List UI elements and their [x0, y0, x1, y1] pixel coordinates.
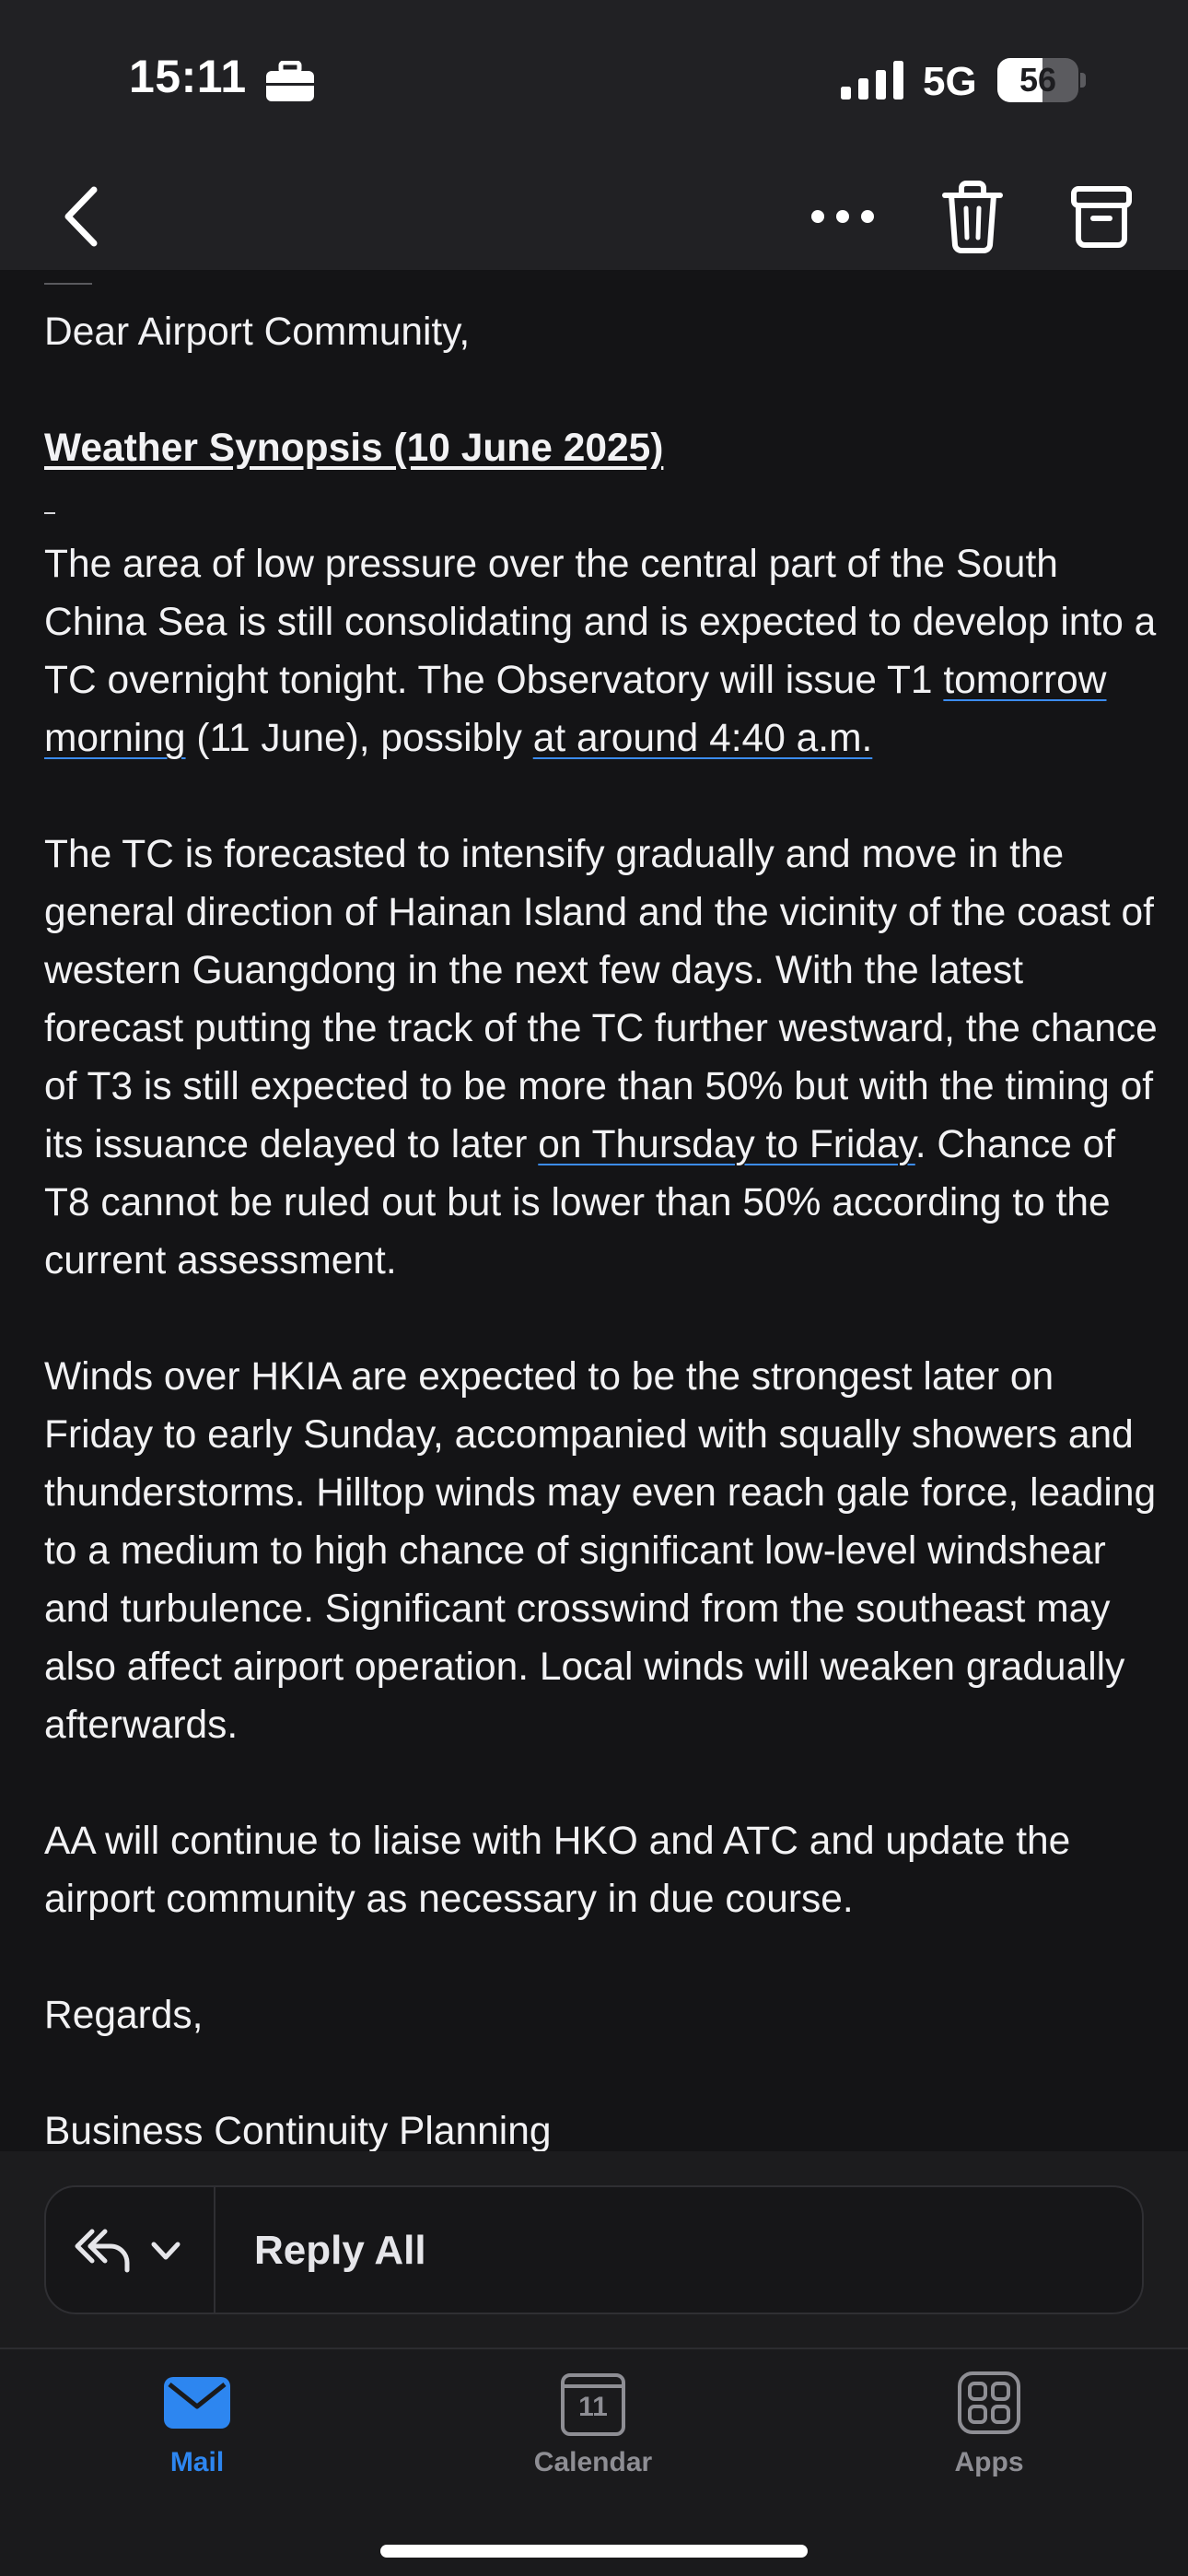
tab-calendar-label: Calendar [533, 2447, 653, 2477]
home-indicator[interactable] [380, 2545, 808, 2558]
paragraph-1-text: The area of low pressure over the central part of the South China Sea is still consolidating and is expected to develop into a TC overnight tonight. The Observatory will issue T1 [44, 543, 1157, 702]
battery-level: 56 [1019, 61, 1057, 99]
tab-calendar[interactable] [455, 2349, 731, 2497]
battery-nub [1080, 73, 1086, 88]
reply-mode-button[interactable] [46, 2187, 215, 2313]
apps-grid-icon [954, 2368, 1024, 2438]
network-type: 5G [923, 59, 977, 104]
briefcase-icon [264, 61, 316, 103]
separator-dash [44, 477, 1160, 535]
header-divider [44, 283, 92, 285]
paragraph-3: Winds over HKIA are expected to be the strongest later on Friday to early Sunday, accompanied with squally showers and thunderstorms. Hilltop winds may even reach gale force, leading to a medium to high chance of significant low-level windshear and turbulence. Significant crosswind from the southeast may also affect airport operation. Local winds will weaken gradually afterwards. [44, 1355, 1157, 1747]
tab-apps-label: Apps [954, 2447, 1024, 2477]
reply-area [0, 2151, 1188, 2348]
paragraph-4: AA will continue to liaise with HKO and ATC and update the airport community as necessary in due course. [44, 1820, 1071, 1921]
status-bar [0, 0, 1188, 161]
more-icon[interactable] [806, 189, 879, 244]
paragraph-2 [44, 825, 1160, 1290]
tab-mail-label: Mail [169, 2447, 225, 2477]
reply-all-label: Reply All [254, 2228, 426, 2273]
paragraph-1-text-2: (11 June), possibly [185, 717, 533, 760]
tab-apps[interactable] [851, 2349, 1127, 2497]
calendar-icon [558, 2368, 628, 2438]
signal-icon [841, 61, 903, 100]
email-text [44, 303, 1160, 2151]
regards: Regards, [44, 1994, 204, 2037]
link-thursday-friday[interactable]: on Thursday to Friday [538, 1123, 915, 1166]
paragraph-2-text-2: . Chance of T8 cannot be ruled out but is lower than 50% according to the current assessment. [44, 1123, 1116, 1282]
back-chevron-icon[interactable] [53, 175, 109, 258]
tab-bar [0, 2348, 1188, 2576]
chevron-down-icon [149, 2237, 182, 2265]
reply-all-button[interactable] [217, 2187, 1142, 2313]
mail-icon [162, 2368, 232, 2438]
reply-bar [44, 2185, 1144, 2314]
calendar-day: 11 [578, 2392, 608, 2422]
top-chrome [0, 0, 1188, 270]
archive-icon[interactable] [1068, 178, 1135, 255]
nav-bar [0, 161, 1188, 270]
battery-indicator [997, 58, 1086, 102]
paragraph-1 [44, 535, 1160, 767]
tab-mail[interactable] [59, 2349, 335, 2497]
reply-all-icon [74, 2226, 133, 2276]
signature: Business Continuity Planning [44, 2110, 552, 2151]
email-heading: Weather Synopsis (10 June 2025) [44, 427, 664, 470]
email-body[interactable] [0, 270, 1188, 2151]
status-time: 15:11 [129, 51, 247, 102]
paragraph-2-text: The TC is forecasted to intensify gradually and move in the general direction of Hainan Island and the vicinity of the coast of western Guangdong in the next few days. With the latest forecast putting the track of the TC further westward, the chance of T3 is still expected to be more than 50% but with the timing of its issuance delayed to later [44, 833, 1158, 1166]
trash-icon[interactable] [939, 175, 1006, 258]
greeting: Dear Airport Community, [44, 310, 471, 354]
link-around-time[interactable]: at around 4:40 a.m. [532, 717, 873, 760]
link-tomorrow-morning[interactable]: tomorrow morning [44, 659, 1107, 760]
